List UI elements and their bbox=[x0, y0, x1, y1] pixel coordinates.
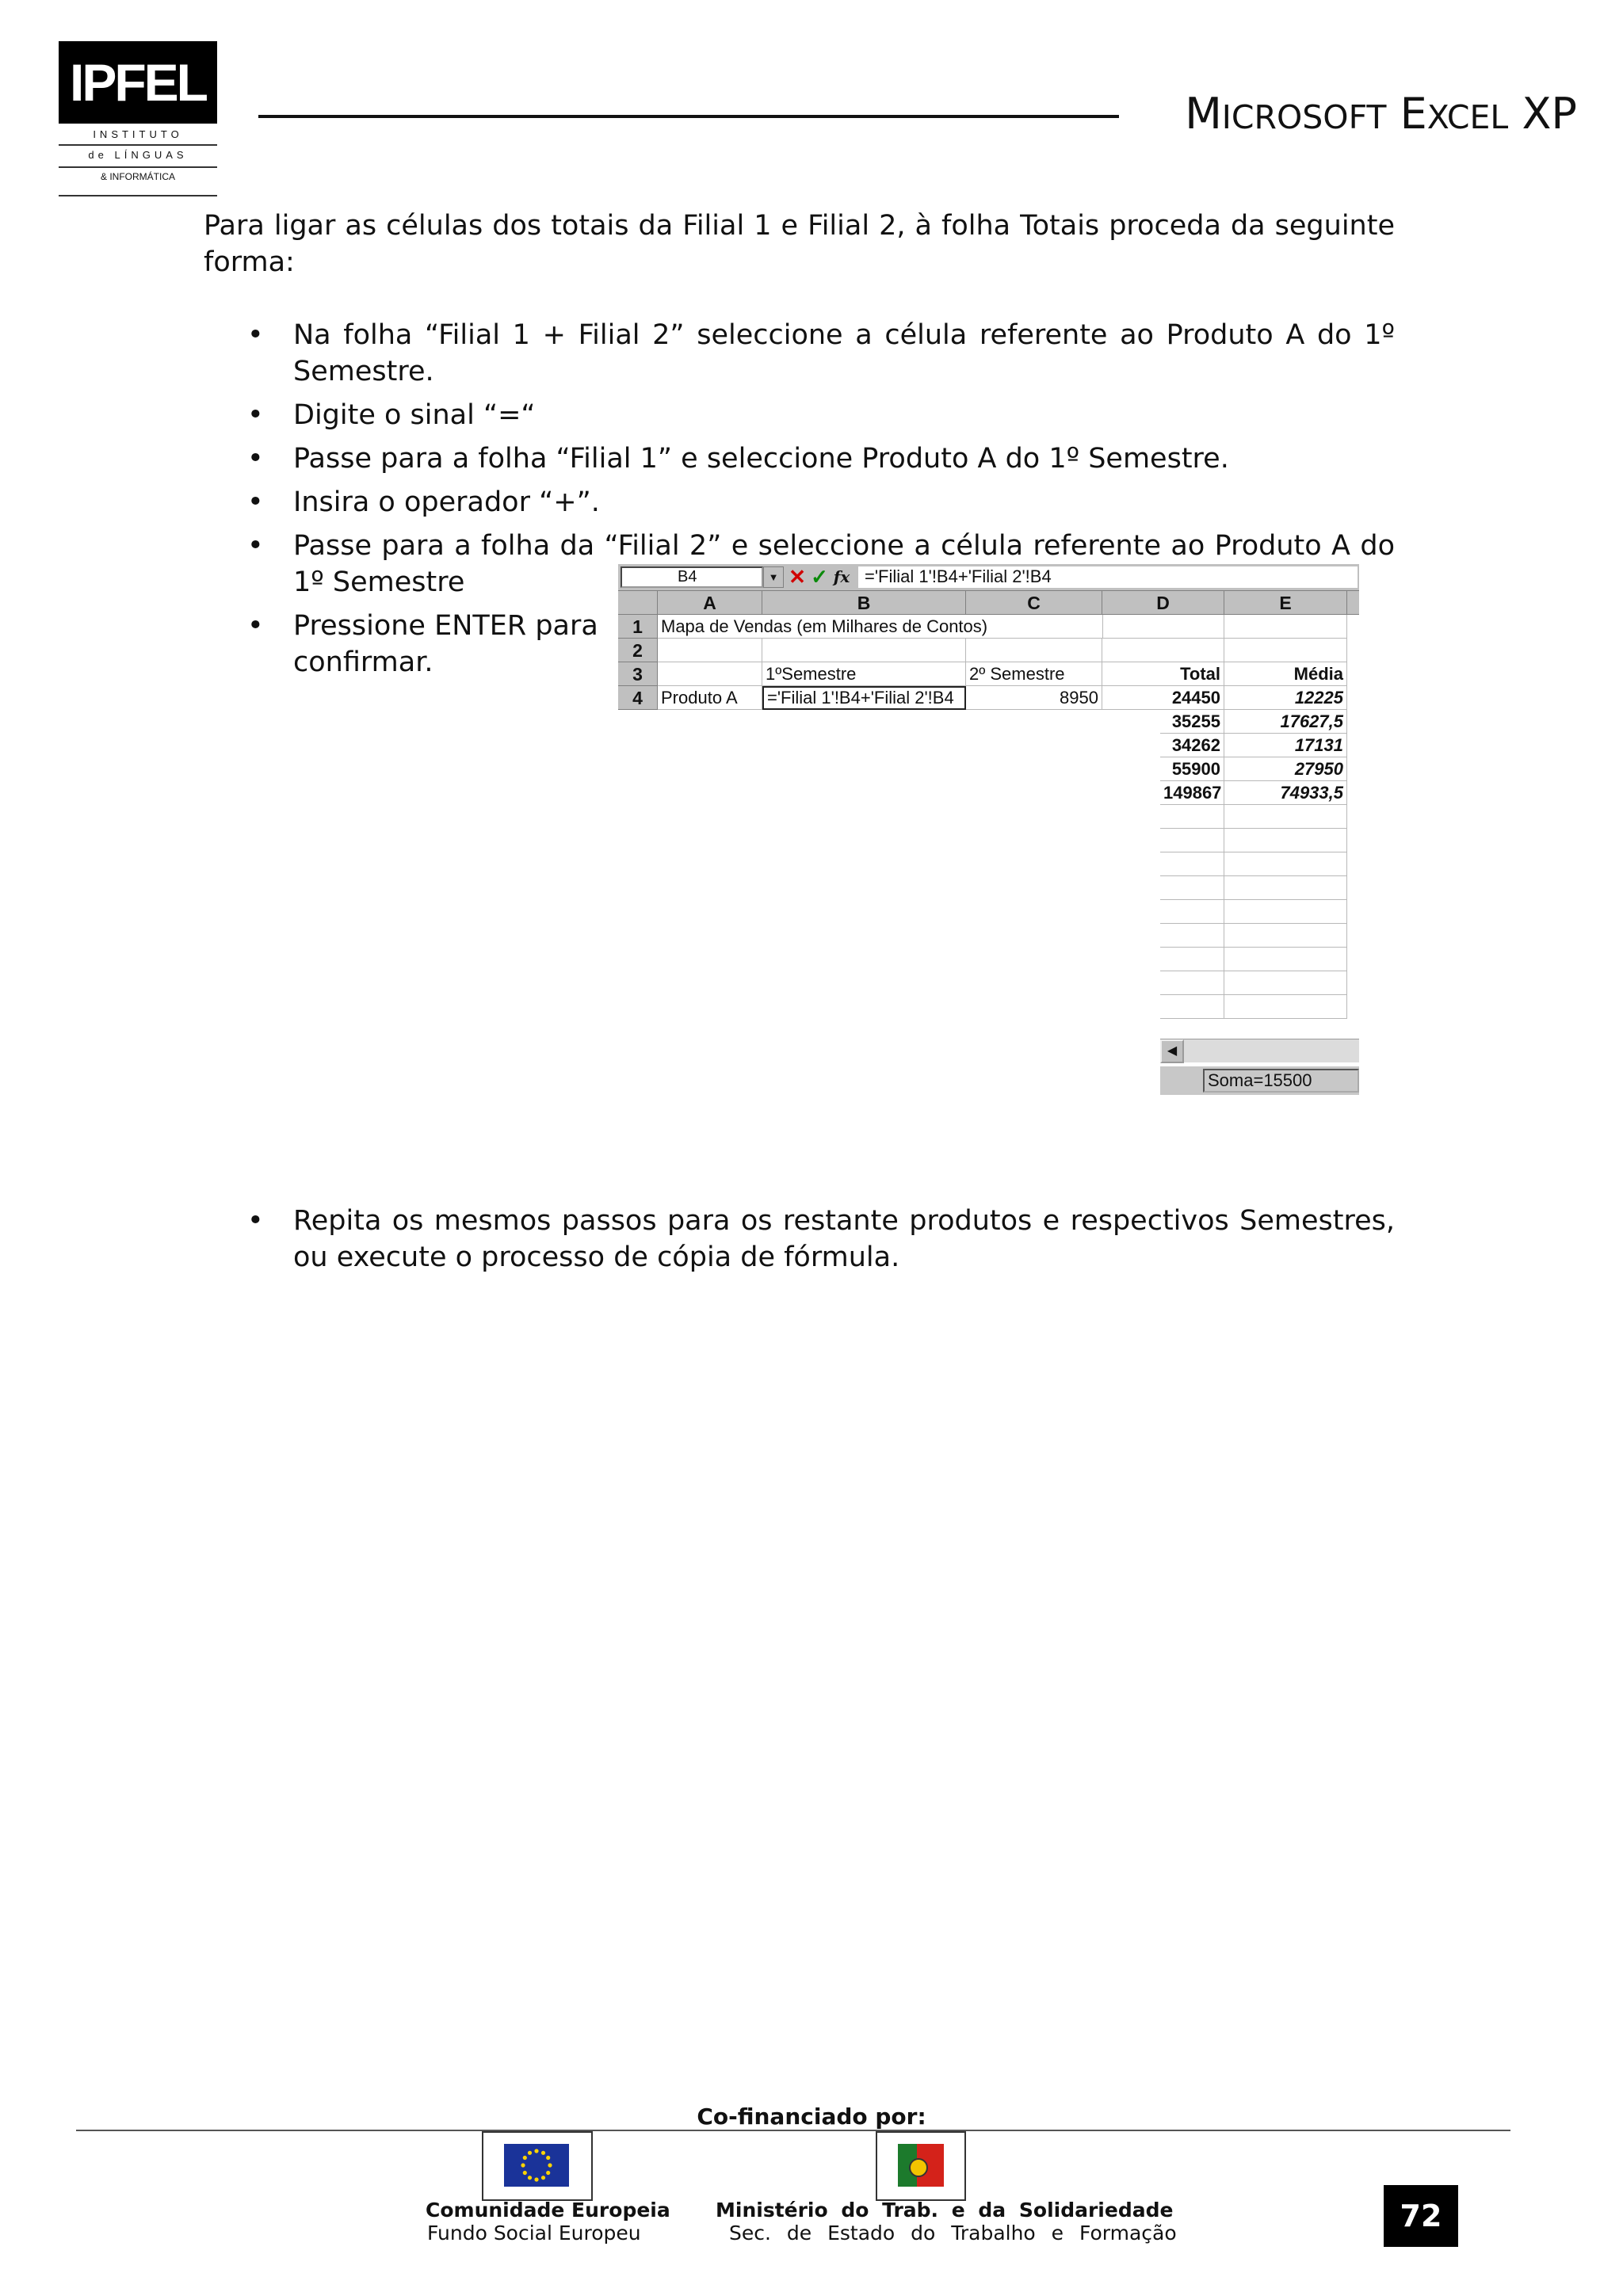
cell-d7[interactable]: 55900 bbox=[1160, 757, 1224, 781]
column-header[interactable]: A bbox=[658, 591, 762, 615]
table-row bbox=[618, 662, 1359, 686]
table-row bbox=[1160, 805, 1359, 829]
final-steps-list bbox=[247, 1203, 1395, 1276]
table-row bbox=[618, 639, 1359, 662]
cell-b2[interactable] bbox=[762, 639, 966, 662]
table-row bbox=[1160, 781, 1359, 805]
select-all-corner[interactable] bbox=[618, 591, 658, 615]
cell-a4[interactable]: Produto A bbox=[658, 686, 762, 710]
status-bar bbox=[1160, 1066, 1359, 1095]
ministry-name: Ministério do Trab. e da Solidariedade bbox=[716, 2199, 1174, 2222]
table-row bbox=[1160, 948, 1359, 971]
list-item: • Na folha “Filial 1 + Filial 2” seleccione a célula referente ao Produto A do 1º Semestre. bbox=[247, 317, 1395, 390]
cell-c2[interactable] bbox=[966, 639, 1102, 662]
cancel-icon[interactable]: ✕ bbox=[789, 565, 806, 589]
cell-e5[interactable]: 17627,5 bbox=[1224, 710, 1347, 734]
column-header[interactable]: E bbox=[1224, 591, 1347, 615]
logo-line-3: & INFORMÁTICA bbox=[100, 171, 175, 182]
cell-d3[interactable]: Total bbox=[1102, 662, 1224, 686]
intro-paragraph: Para ligar as células dos totais da Filial 1 e Filial 2, à folha Totais proceda da seguinte forma: bbox=[204, 210, 1395, 278]
table-row bbox=[618, 686, 1359, 710]
row-header[interactable]: 3 bbox=[618, 662, 658, 686]
list-item: • Insira o operador “+”. bbox=[247, 484, 1395, 521]
table-row bbox=[1160, 852, 1359, 876]
cell-d4[interactable]: 24450 bbox=[1102, 686, 1224, 710]
table-row bbox=[1160, 971, 1359, 995]
cell-e1[interactable] bbox=[1224, 615, 1347, 639]
chevron-down-icon[interactable]: ▼ bbox=[763, 566, 784, 588]
row-header[interactable]: 2 bbox=[618, 639, 658, 662]
column-header[interactable]: B bbox=[762, 591, 966, 615]
formula-bar bbox=[618, 564, 1359, 591]
cell-e3[interactable]: Média bbox=[1224, 662, 1347, 686]
function-icon[interactable]: fx bbox=[833, 567, 850, 586]
cell-b4-active[interactable]: ='Filial 1'!B4+'Filial 2'!B4 bbox=[762, 686, 966, 710]
cell-d2[interactable] bbox=[1102, 639, 1224, 662]
cell-b3[interactable]: 1ºSemestre bbox=[762, 662, 966, 686]
institute-logo bbox=[59, 41, 217, 196]
logo-line-2: de LÍNGUAS bbox=[88, 149, 188, 161]
cell-e7[interactable]: 27950 bbox=[1224, 757, 1347, 781]
column-header[interactable]: C bbox=[966, 591, 1102, 615]
logo-mark: IPFEL bbox=[59, 41, 217, 124]
logo-divider bbox=[59, 195, 217, 196]
table-row bbox=[1160, 757, 1359, 781]
eu-name: Comunidade Europeia bbox=[426, 2199, 670, 2222]
eu-flag-icon bbox=[482, 2131, 593, 2201]
list-item: • Pressione ENTER para confirmar. bbox=[247, 608, 610, 681]
page-number: 72 bbox=[1384, 2185, 1458, 2247]
list-item: • Passe para a folha “Filial 1” e seleccione Produto A do 1º Semestre. bbox=[247, 441, 1395, 477]
eu-subtitle: Fundo Social Europeu bbox=[427, 2222, 641, 2245]
name-box[interactable]: B4 bbox=[621, 566, 763, 588]
list-item: • Digite o sinal “=“ bbox=[247, 397, 1395, 433]
status-sum: Soma=15500 bbox=[1203, 1069, 1359, 1093]
logo-line-1: INSTITUTO bbox=[93, 128, 183, 140]
cell-d8[interactable]: 149867 bbox=[1160, 781, 1224, 805]
column-header[interactable]: D bbox=[1102, 591, 1224, 615]
formula-input[interactable]: ='Filial 1'!B4+'Filial 2'!B4 bbox=[858, 566, 1358, 588]
cell-e2[interactable] bbox=[1224, 639, 1347, 662]
scroll-left-icon[interactable]: ◀ bbox=[1160, 1039, 1184, 1063]
row-header[interactable]: 1 bbox=[618, 615, 658, 639]
list-item: • Passe para a folha da “Filial 2” e seleccione a célula referente ao Produto A do 1º Semestre bbox=[247, 528, 1395, 601]
list-item: • Repita os mesmos passos para os restante produtos e respectivos Semestres, ou execute o processo de cópia de fórmula. bbox=[247, 1203, 1395, 1276]
cell-e4[interactable]: 12225 bbox=[1224, 686, 1347, 710]
cell-c3[interactable]: 2º Semestre bbox=[966, 662, 1102, 686]
cell-a1[interactable]: Mapa de Vendas (em Milhares de Contos) bbox=[658, 615, 1102, 639]
table-row bbox=[1160, 829, 1359, 852]
cell-d6[interactable]: 34262 bbox=[1160, 734, 1224, 757]
cell-c4[interactable]: 8950 bbox=[966, 686, 1102, 710]
logo-divider bbox=[59, 166, 217, 168]
table-row bbox=[1160, 900, 1359, 924]
check-icon[interactable]: ✓ bbox=[811, 565, 828, 589]
table-row bbox=[1160, 710, 1359, 734]
cell-d1[interactable] bbox=[1102, 615, 1224, 639]
document-title: MICROSOFT EXCEL XP bbox=[1185, 89, 1577, 139]
header-rule bbox=[258, 115, 1119, 118]
table-row bbox=[1160, 995, 1359, 1019]
cofinanced-label: Co-financiado por: bbox=[697, 2103, 926, 2130]
cell-a3[interactable] bbox=[658, 662, 762, 686]
table-row bbox=[1160, 876, 1359, 900]
cell-d5[interactable]: 35255 bbox=[1160, 710, 1224, 734]
column-header bbox=[1347, 591, 1359, 615]
cell-e8[interactable]: 74933,5 bbox=[1224, 781, 1347, 805]
table-row bbox=[1160, 924, 1359, 948]
table-row bbox=[618, 615, 1359, 639]
row-header[interactable]: 4 bbox=[618, 686, 658, 710]
logo-divider bbox=[59, 144, 217, 146]
excel-screenshot bbox=[618, 564, 1359, 1090]
ministry-subtitle: Sec. de Estado do Trabalho e Formação bbox=[729, 2222, 1177, 2245]
cell-a2[interactable] bbox=[658, 639, 762, 662]
portugal-flag-icon bbox=[876, 2131, 966, 2201]
footer-rule bbox=[76, 2130, 1510, 2131]
horizontal-scrollbar[interactable] bbox=[1160, 1039, 1359, 1062]
cell-e6[interactable]: 17131 bbox=[1224, 734, 1347, 757]
table-row bbox=[1160, 734, 1359, 757]
